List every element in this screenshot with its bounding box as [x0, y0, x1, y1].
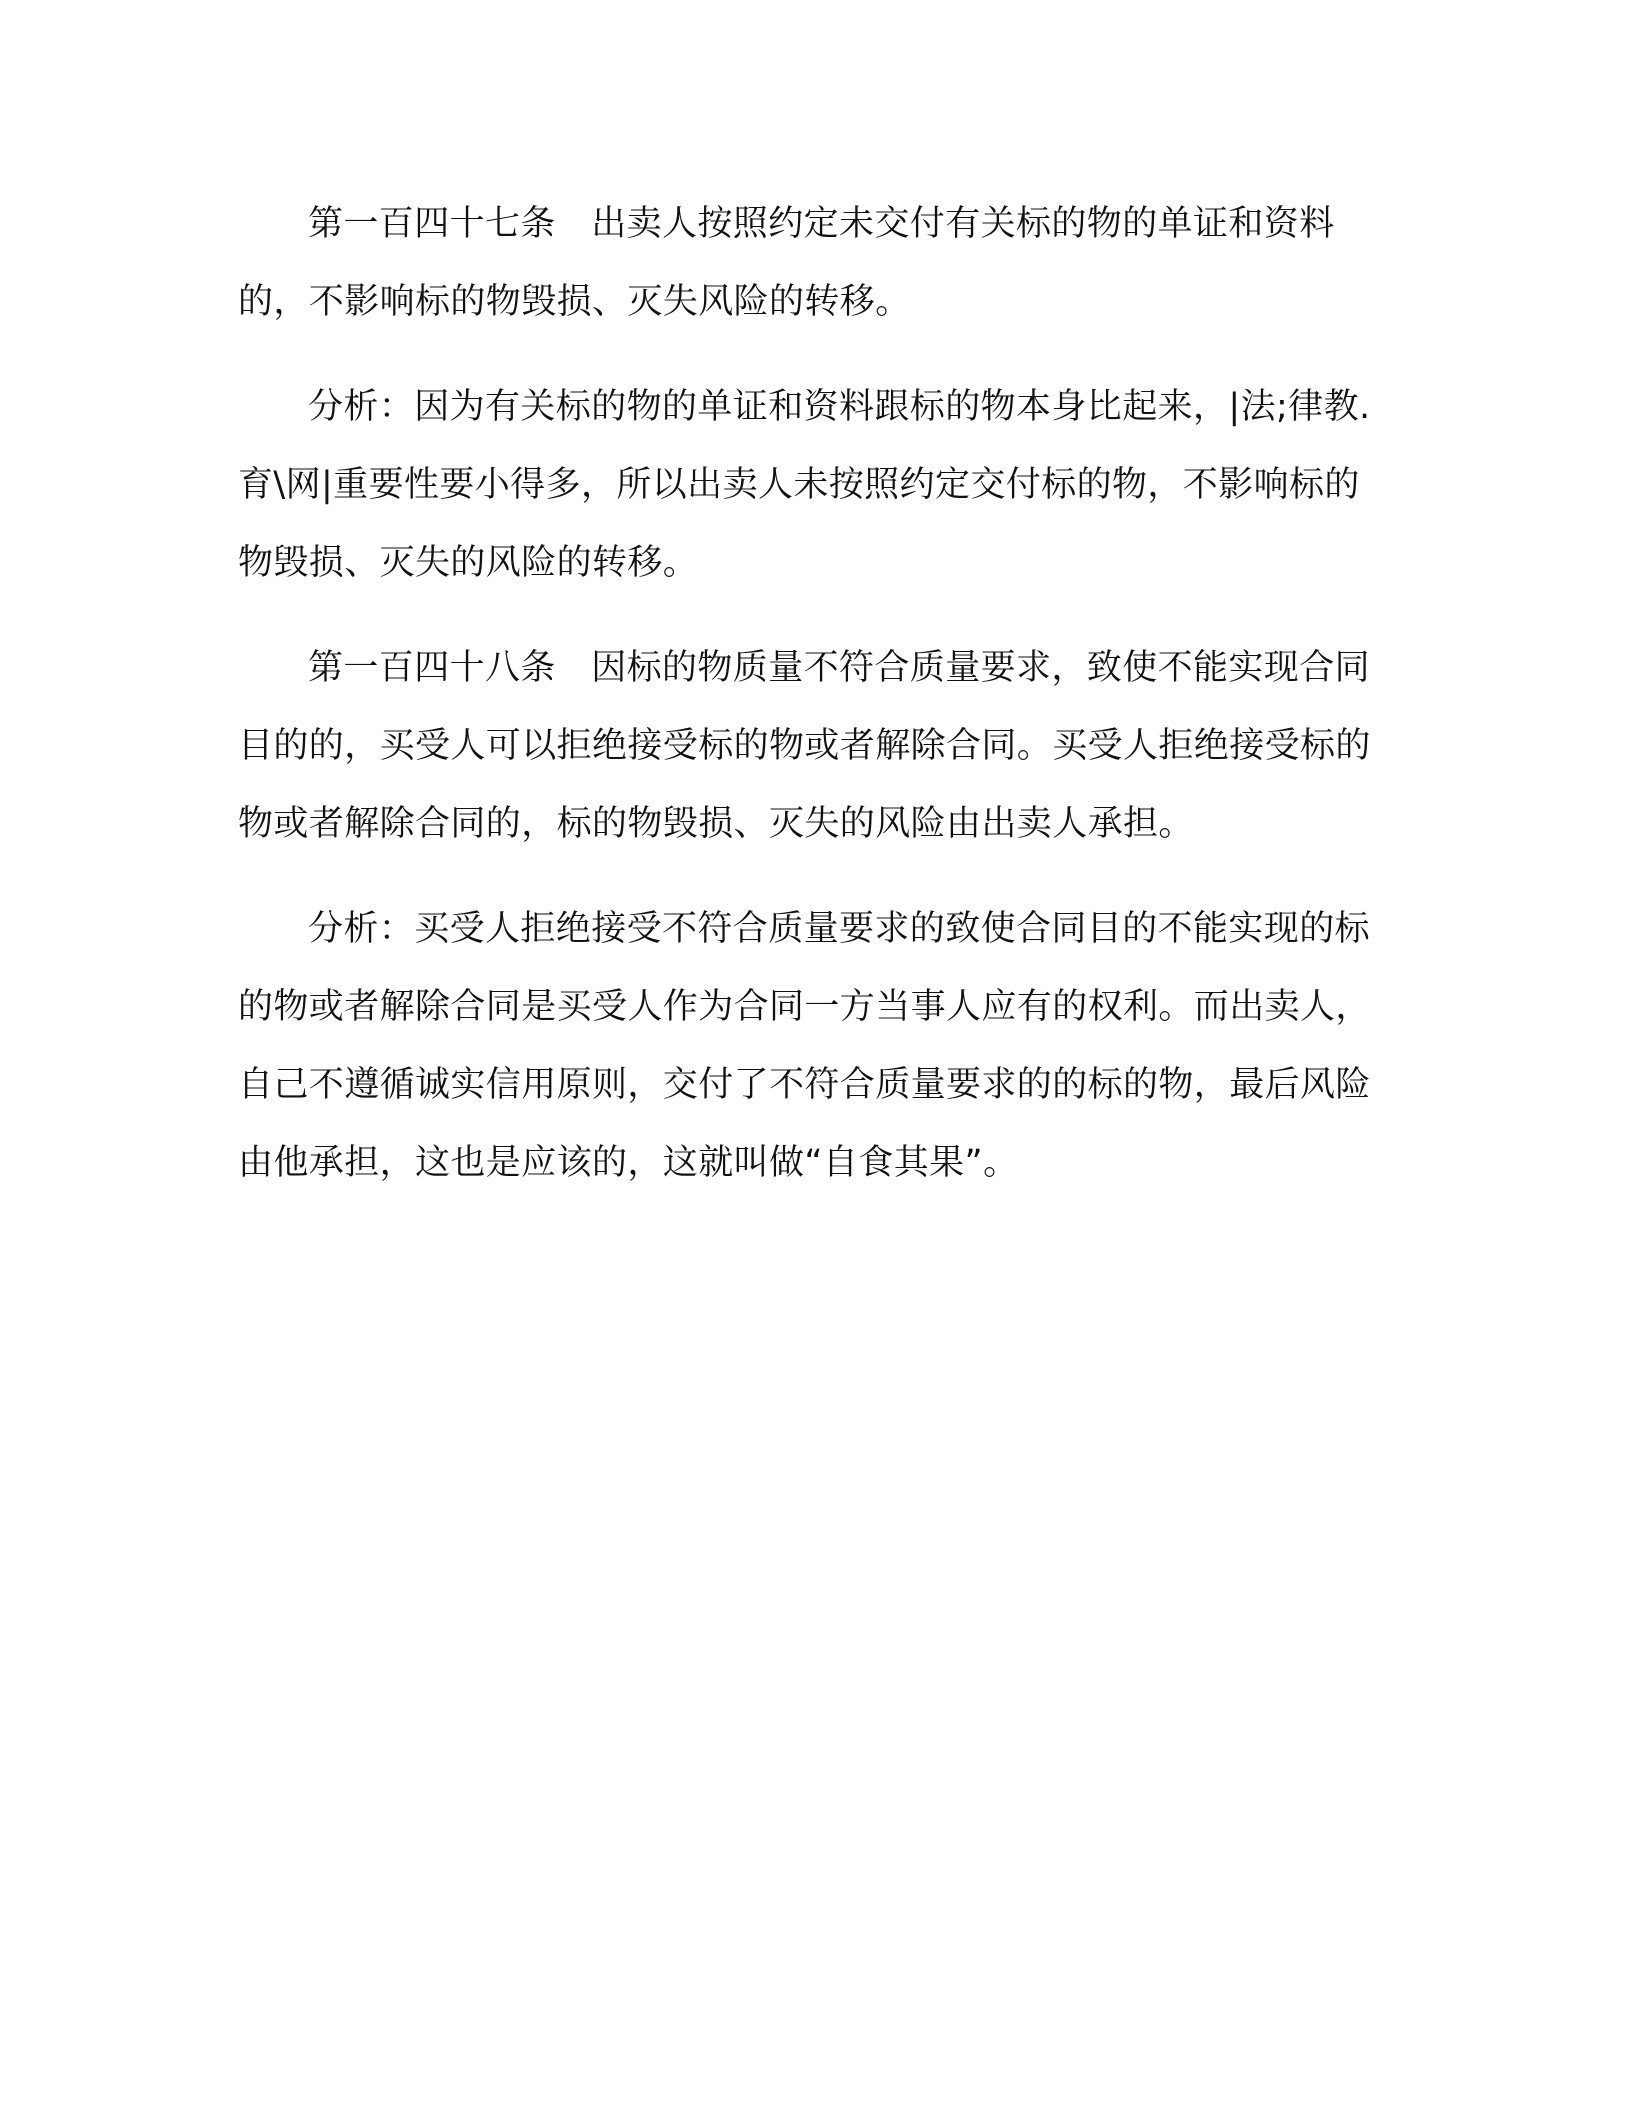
- article-147-paragraph: 第一百四十七条 出卖人按照约定未交付有关标的物的单证和资料的，不影响标的物毁损、灭失风险的转移。: [238, 204, 1335, 322]
- document-body: [238, 185, 1388, 1229]
- analysis-147-paragraph: 分析：因为有关标的物的单证和资料跟标的物本身比起来，|法;律教.育\网|重要性要小得多，所以出卖人未按照约定交付标的物，不影响标的物毁损、灭失的风险的转移。: [238, 387, 1371, 583]
- analysis-148-paragraph: 分析：买受人拒绝接受不符合质量要求的致使合同目的不能实现的标的物或者解除合同是买受人作为合同一方当事人应有的权利。而出卖人，自己不遵循诚实信用原则，交付了不符合质量要求的的标的物，最后风险由他承担，这也是应该的，这就叫做“自食其果”。: [238, 909, 1371, 1183]
- article-148-paragraph: 第一百四十八条 因标的物质量不符合质量要求，致使不能实现合同目的的，买受人可以拒绝接受标的物或者解除合同。买受人拒绝接受标的物或者解除合同的，标的物毁损、灭失的风险由出卖人承担。: [238, 648, 1371, 844]
